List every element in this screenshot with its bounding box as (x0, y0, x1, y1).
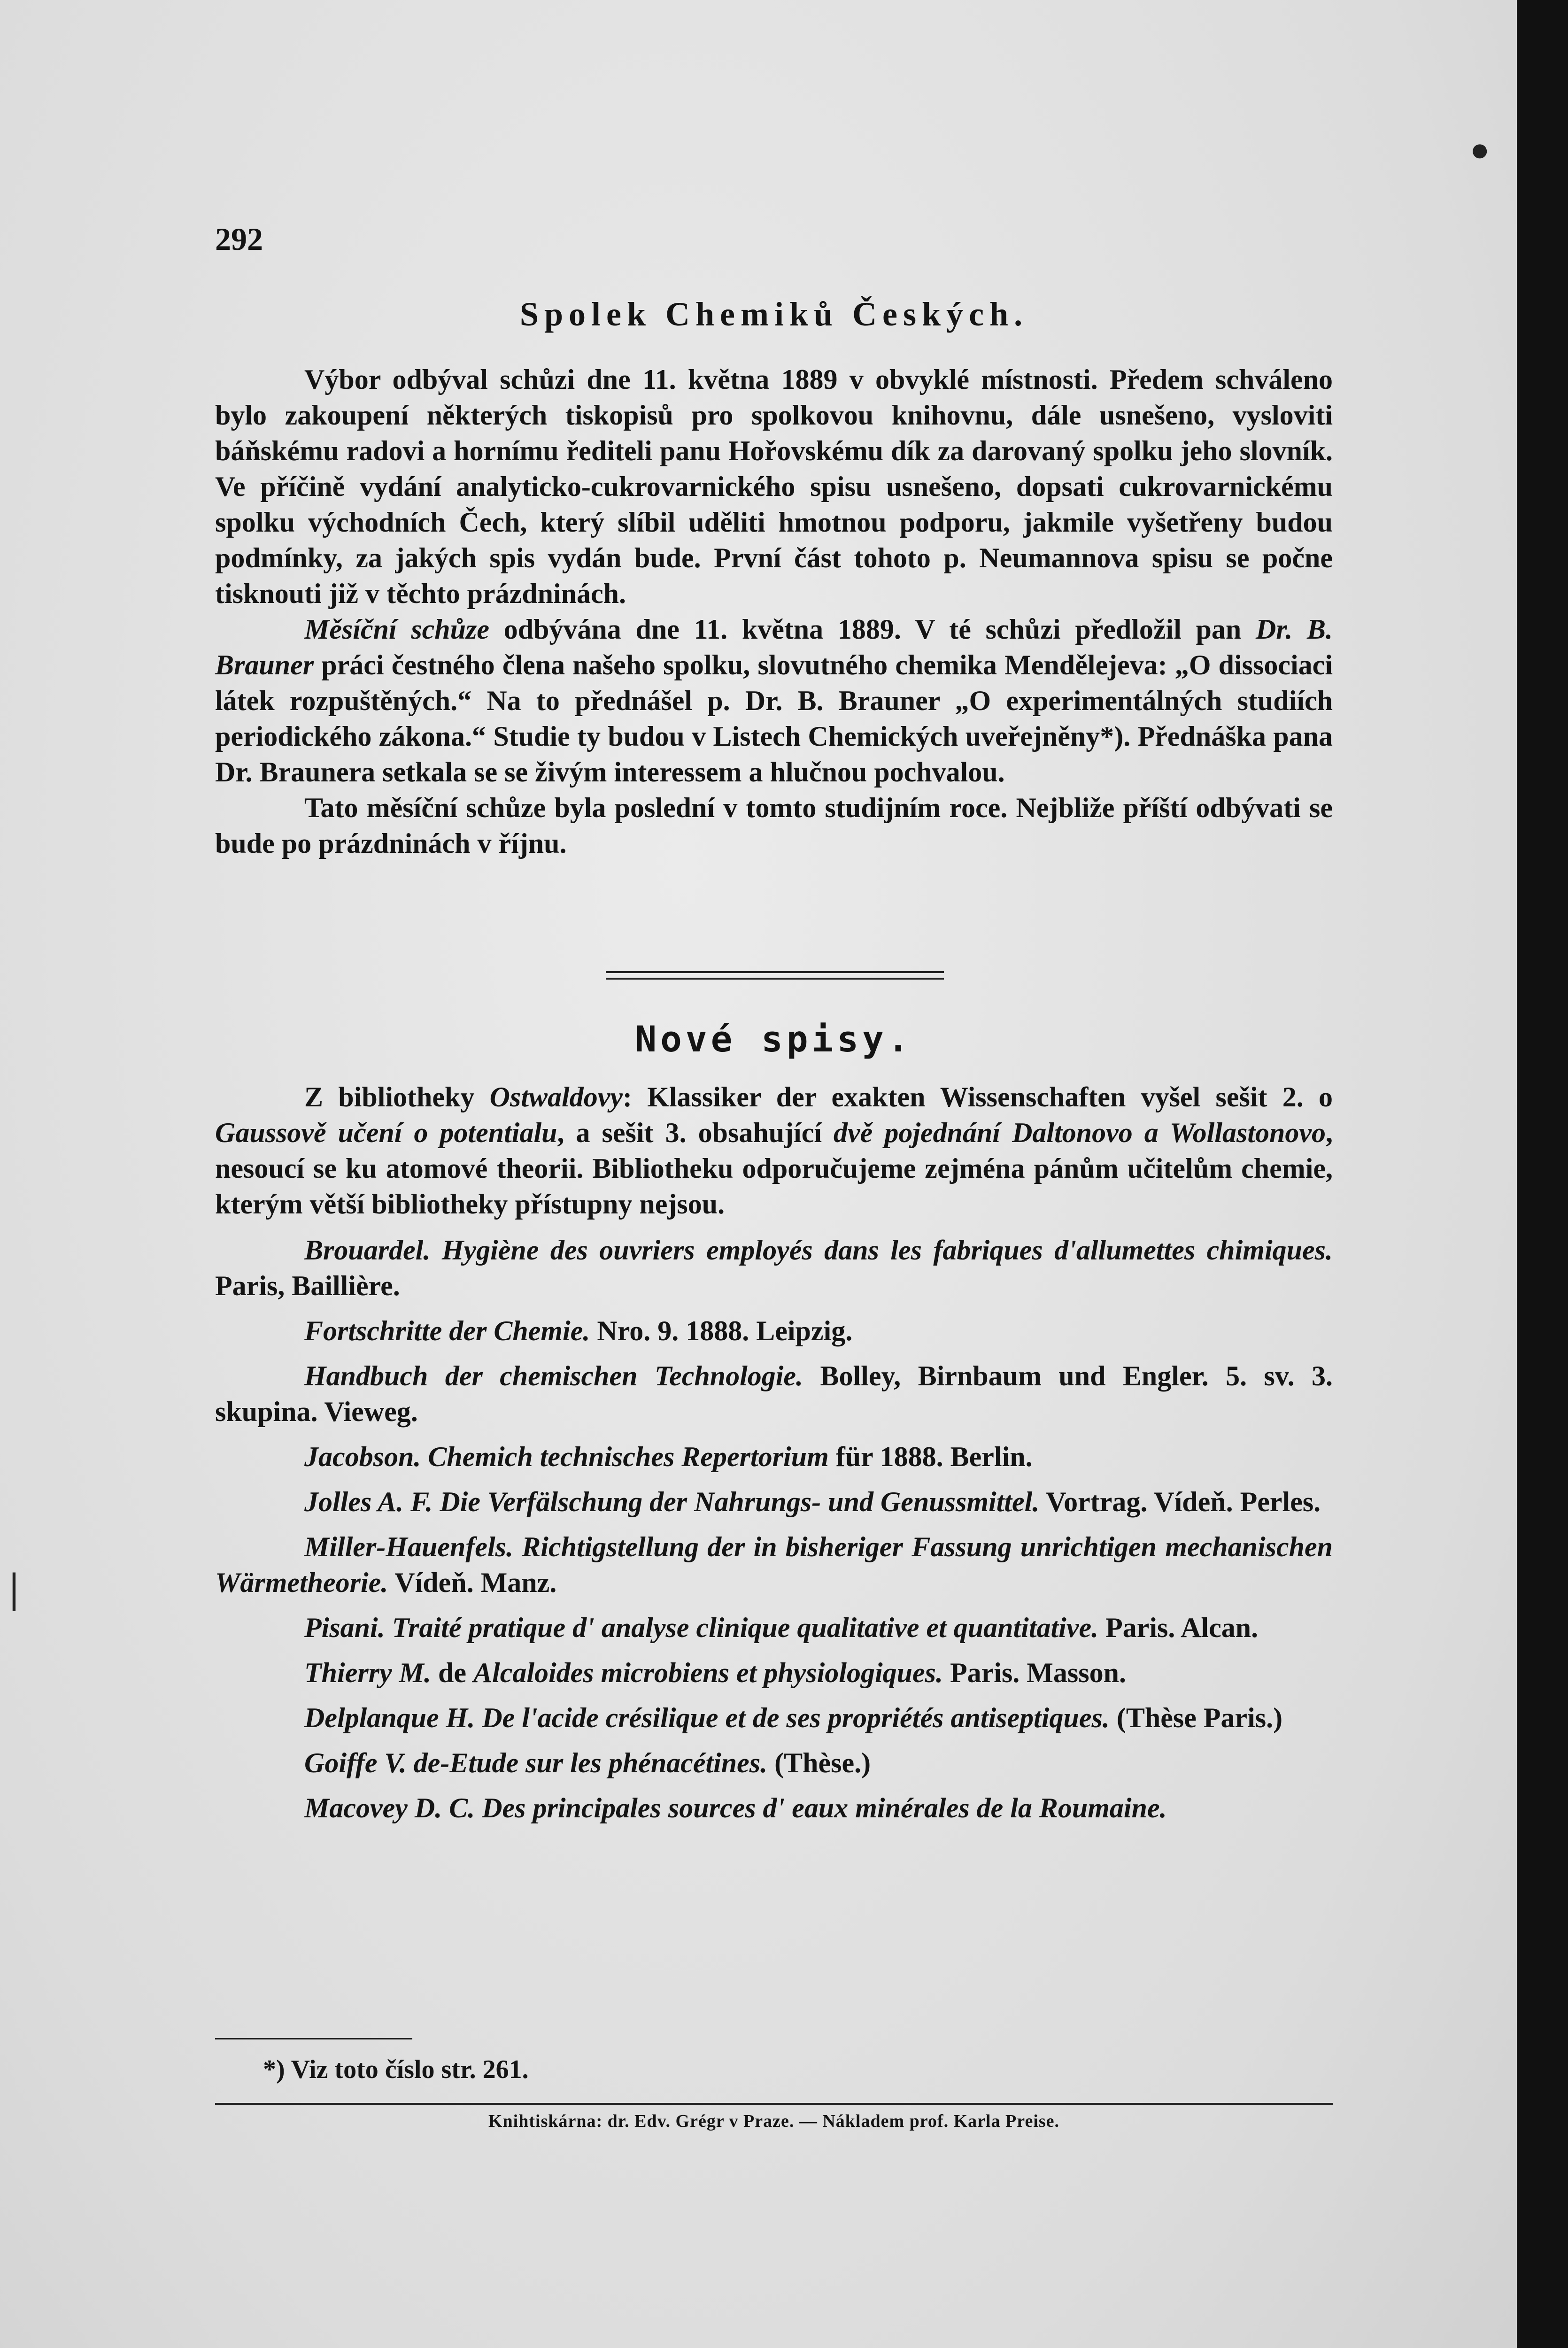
paragraph-vybor: Výbor odbýval schůzi dne 11. května 1889 v obvyklé místnosti. Předem schváleno bylo zakoupení některých tiskopisů pro spolkovou knihovnu, dále usnešeno, vysloviti báňskému radovi a hornímu řediteli panu Hořovskému dík za darovaný spolku jeho slovník. Ve příčině vydání analyticko-cukrovarnického spisu usnešeno, dopsati cukrovarnickému spolku východních Čech, který slíbil uděliti hmotnou podporu, jakmile vyšetřeny budou podmínky, za jakých spis vydán bude. První část tohoto p. Neumannova spisu se počne tisknouti již v těchto prázdninách. (215, 364, 1333, 609)
bibliography-entry: Goiffe V. de-Etude sur les phénacétines. (Thèse.) (304, 1747, 871, 1778)
bibliography-entry: Pisani. Traité pratique d' analyse clinique qualitative et quantitative. Paris. Alcan. (304, 1612, 1259, 1643)
section-spolek-body (215, 362, 1333, 861)
section-title-spolek: Spolek Chemiků Českých. (519, 295, 1028, 333)
printer-rule (215, 2103, 1333, 2105)
paragraph-tato-schuze: Tato měsíční schůze byla poslední v tomto studijním roce. Nejbliže příští odbývati se bude po prázdninách v říjnu. (215, 792, 1333, 859)
paragraph-bibliotheka: Z bibliotheky Ostwaldovy: Klassiker der exakten Wissenschaften vyšel sešit 2. o Gaussově učení o potentialu, a sešit 3. obsahující dvě pojednání Daltonovo a Wollastonovo, nesoucí se ku atomové theorii. Bibliotheku odporučujeme zejména pánům učitelům chemie, kterým větší bibliotheky přístupny nejsou. (215, 1081, 1333, 1220)
bibliography-entry: Miller-Hauenfels. Richtigstellung der in bisheriger Fassung unrichtigen mechanischen Wärmetheorie. Vídeň. Manz. (215, 1531, 1333, 1598)
scan-blot: ● (1470, 132, 1490, 168)
bibliography-entry: Fortschritte der Chemie. Nro. 9. 1888. Leipzig. (304, 1315, 853, 1346)
footnote-rule (215, 2038, 412, 2039)
bibliography-entry: Brouardel. Hygiène des ouvriers employés dans les fabriques d'allumettes chimiques. Paris, Baillière. (215, 1235, 1333, 1301)
page-number: 292 (215, 221, 263, 257)
bibliography-entry: Handbuch der chemischen Technologie. Bolley, Birnbaum und Engler. 5. sv. 3. skupina. Vieweg. (215, 1360, 1333, 1427)
scan-border (1517, 0, 1568, 2348)
italic-brauner: Dr. B. Brauner (215, 614, 1333, 680)
divider-top (606, 971, 944, 973)
divider-bottom (606, 978, 944, 980)
paragraph-mesicni-schuze: Měsíční schůze odbývána dne 11. května 1889. V té schůzi předložil pan Dr. B. Brauner práci čestného člena našeho spolku, slovutného chemika Mendělejeva: „O dissociaci látek rozpuštěných.“ Na to přednášel p. Dr. B. Brauner „O experimentálných studiích periodického zákona.“ Studie ty budou v Listech Chemických uveřejněny*). Přednáška pana Dr. Braunera setkala se se živým interessem a hlučnou pochvalou. (215, 614, 1333, 788)
footnote: *) Viz toto číslo str. 261. (263, 2055, 529, 2084)
printer-imprint: Knihtiskárna: dr. Edv. Grégr v Praze. — Nákladem prof. Karla Preise. (488, 2111, 1060, 2131)
italic-mesicni-schuze: Měsíční schůze (304, 614, 490, 645)
section-title-nove-spisy: Nové spisy. (635, 1018, 913, 1060)
bibliography-entry: Jolles A. F. Die Verfälschung der Nahrungs- und Genussmittel. Vortrag. Vídeň. Perles. (304, 1486, 1321, 1517)
bibliography-entry: Macovey D. C. Des principales sources d' eaux minérales de la Roumaine. (304, 1792, 1167, 1823)
bibliography-entry: Jacobson. Chemich technisches Repertorium für 1888. Berlin. (304, 1441, 1033, 1472)
section-nove-spisy-body (215, 1079, 1333, 1835)
scan-edge-mark: | (9, 1565, 19, 1611)
bibliography-entry: Thierry M. de Alcaloides microbiens et physiologiques. Paris. Masson. (304, 1657, 1126, 1688)
bibliography-entry: Delplanque H. De l'acide crésilique et de ses propriétés antiseptiques. (Thèse Paris.) (304, 1702, 1283, 1733)
